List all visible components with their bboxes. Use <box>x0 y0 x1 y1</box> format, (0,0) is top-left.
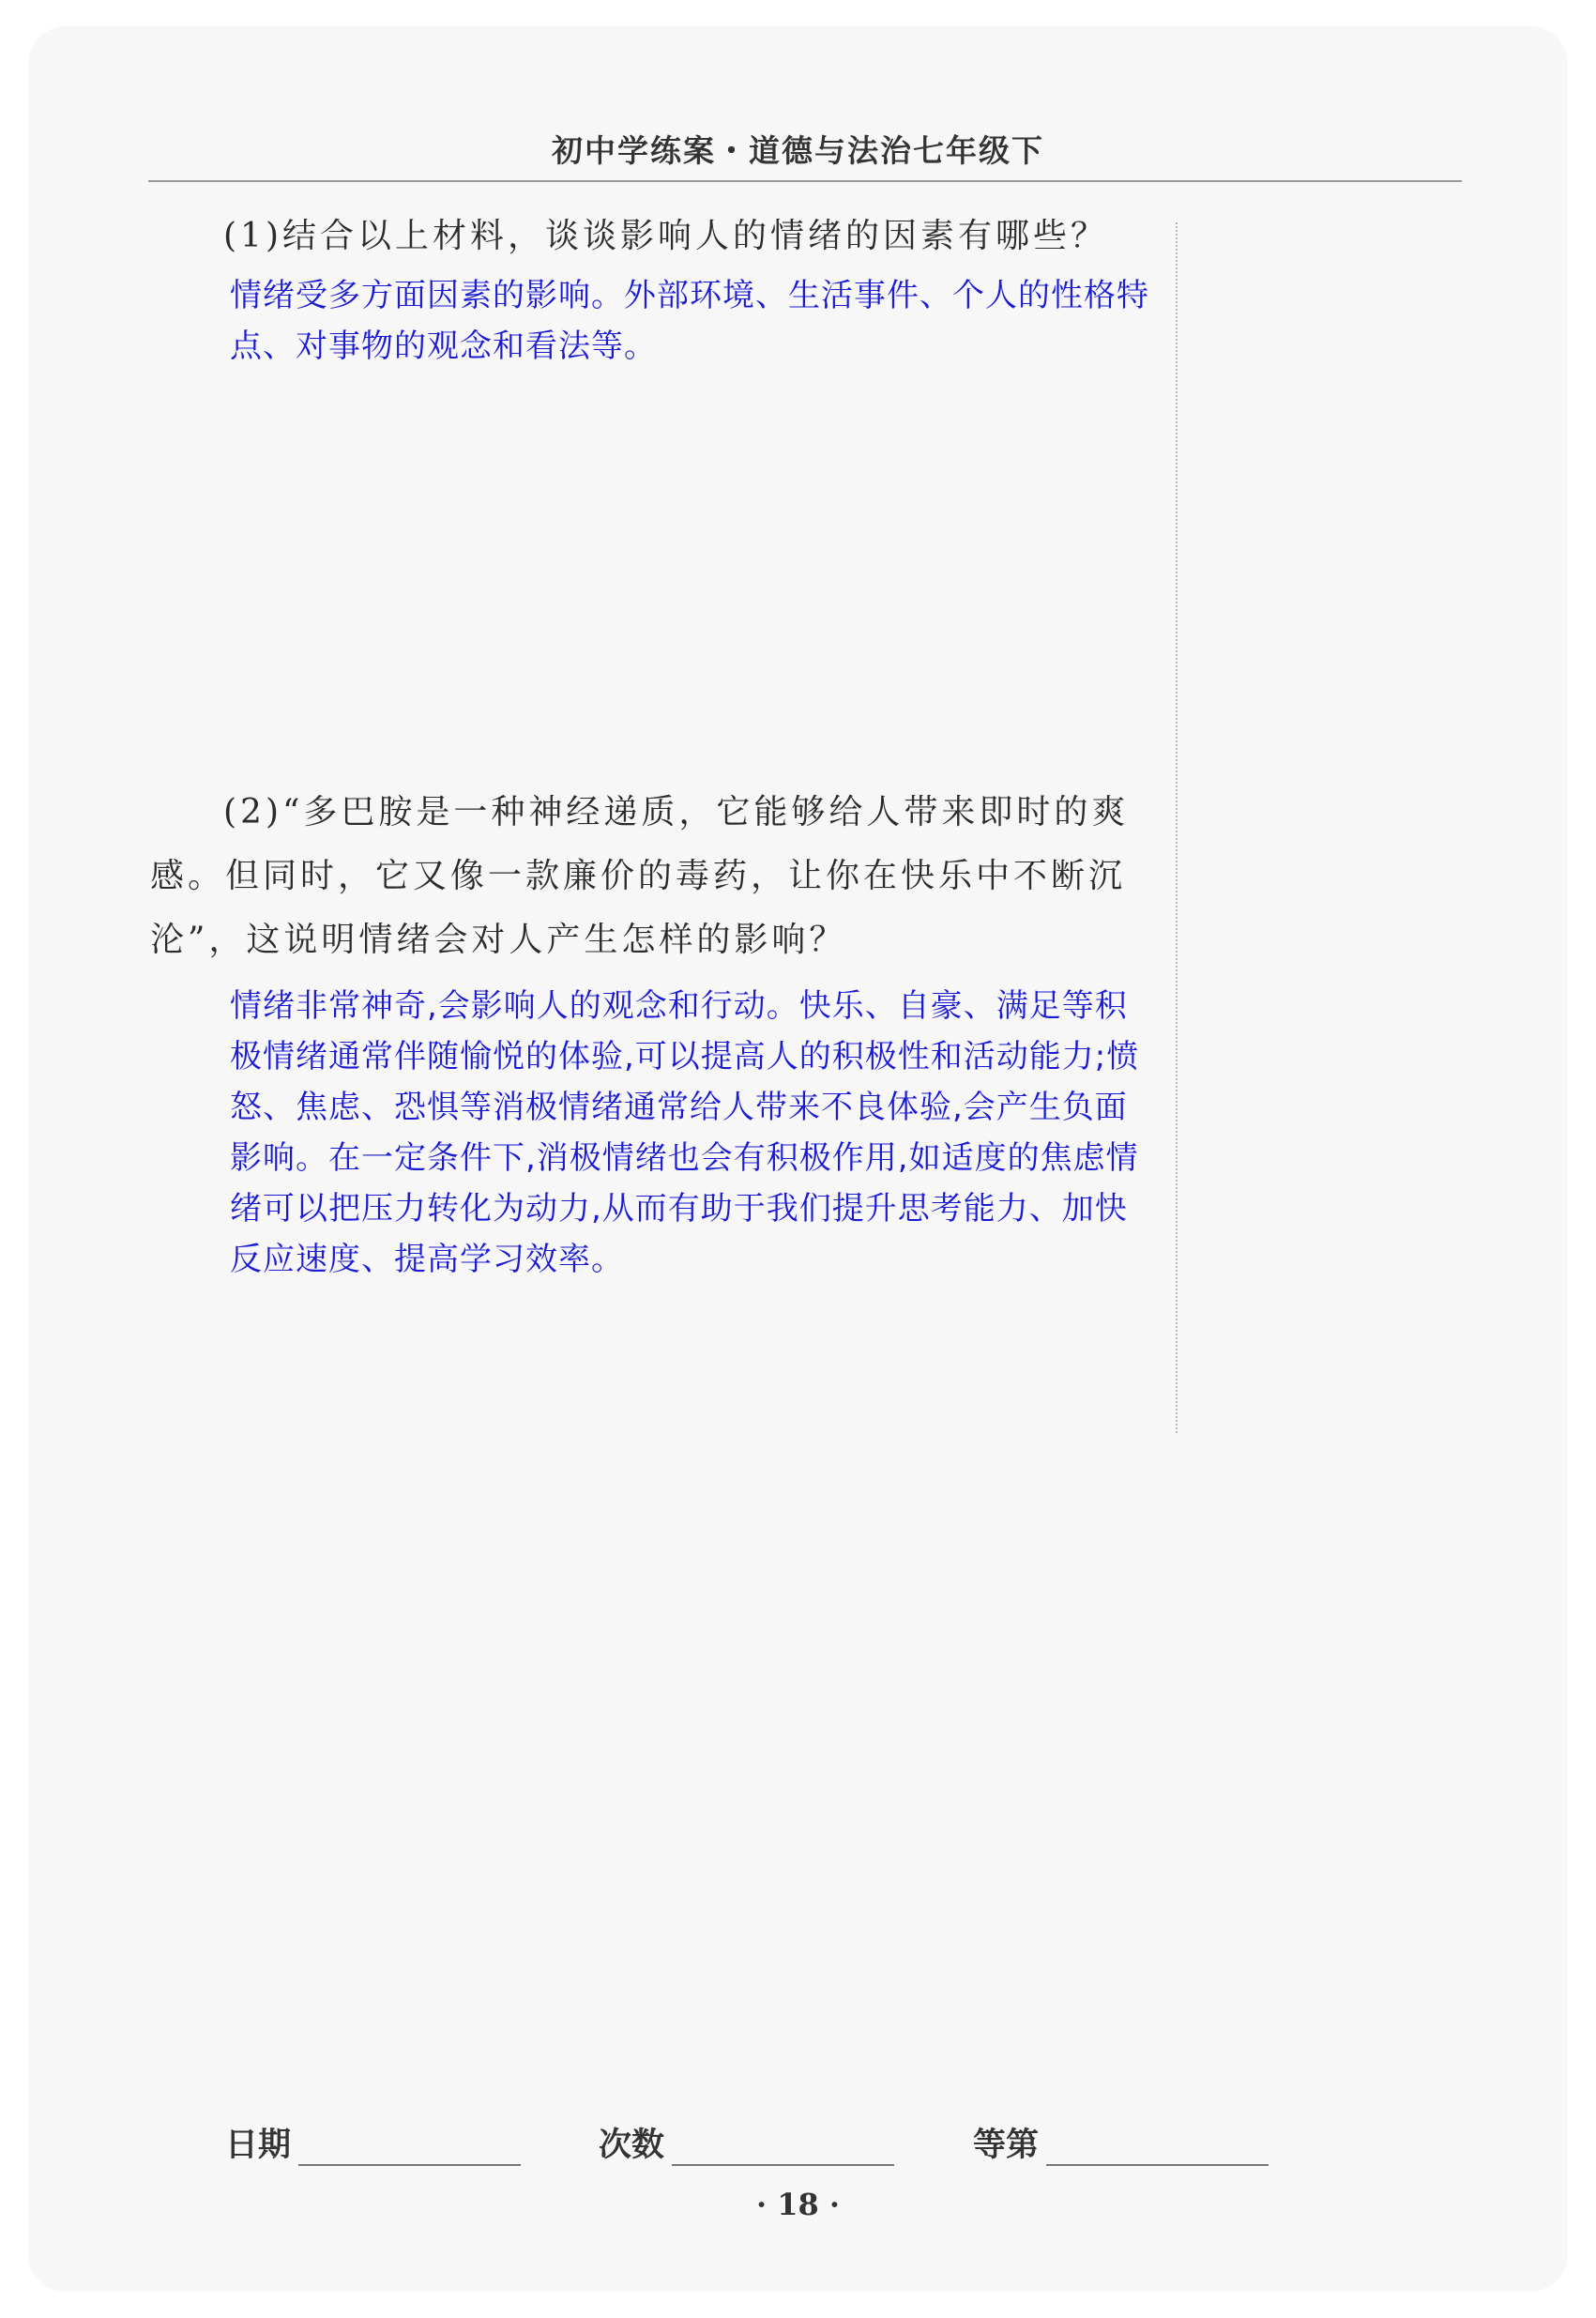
page-header-title: 初中学练案・道德与法治七年级下 <box>552 132 1044 169</box>
grade-blank-line[interactable] <box>1046 2127 1269 2166</box>
header-divider <box>148 180 1462 182</box>
grade-field <box>973 2119 1269 2166</box>
count-label: 次数 <box>599 2127 665 2164</box>
footer-fields <box>0 2119 1596 2185</box>
date-field <box>225 2119 521 2166</box>
count-blank-line[interactable] <box>672 2127 894 2166</box>
question-1-prompt: (1)结合以上材料，谈谈影响人的情绪的因素有哪些？ <box>223 217 1108 255</box>
date-blank-line[interactable] <box>298 2127 521 2166</box>
page-number: · 18 · <box>755 2187 841 2222</box>
date-label: 日期 <box>225 2127 292 2164</box>
question-1-answer: 情绪受多方面因素的影响。外部环境、生活事件、个人的性格特点、对事物的观念和看法等。 <box>230 277 1149 365</box>
count-field <box>599 2119 894 2166</box>
margin-dotted-divider <box>1176 222 1178 1433</box>
grade-label: 等第 <box>973 2127 1040 2164</box>
question-2-prompt: (2)“多巴胺是一种神经递质，它能够给人带来即时的爽感。但同时，它又像一款廉价的毒药，让你在快乐中不断沉沦”，这说明情绪会对人产生怎样的影响？ <box>150 793 1130 959</box>
question-2-answer: 情绪非常神奇,会影响人的观念和行动。快乐、自豪、满足等积极情绪通常伴随愉悦的体验,可以提高人的积极性和活动能力;愤怒、焦虑、恐惧等消极情绪通常给人带来不良体验,会产生负面影响。在一定条件下,消极情绪也会有积极作用,如适度的焦虑情绪可以把压力转化为动力,从而有助于我们提升思考能力、加快反应速度、提高学习效率。 <box>230 987 1140 1278</box>
